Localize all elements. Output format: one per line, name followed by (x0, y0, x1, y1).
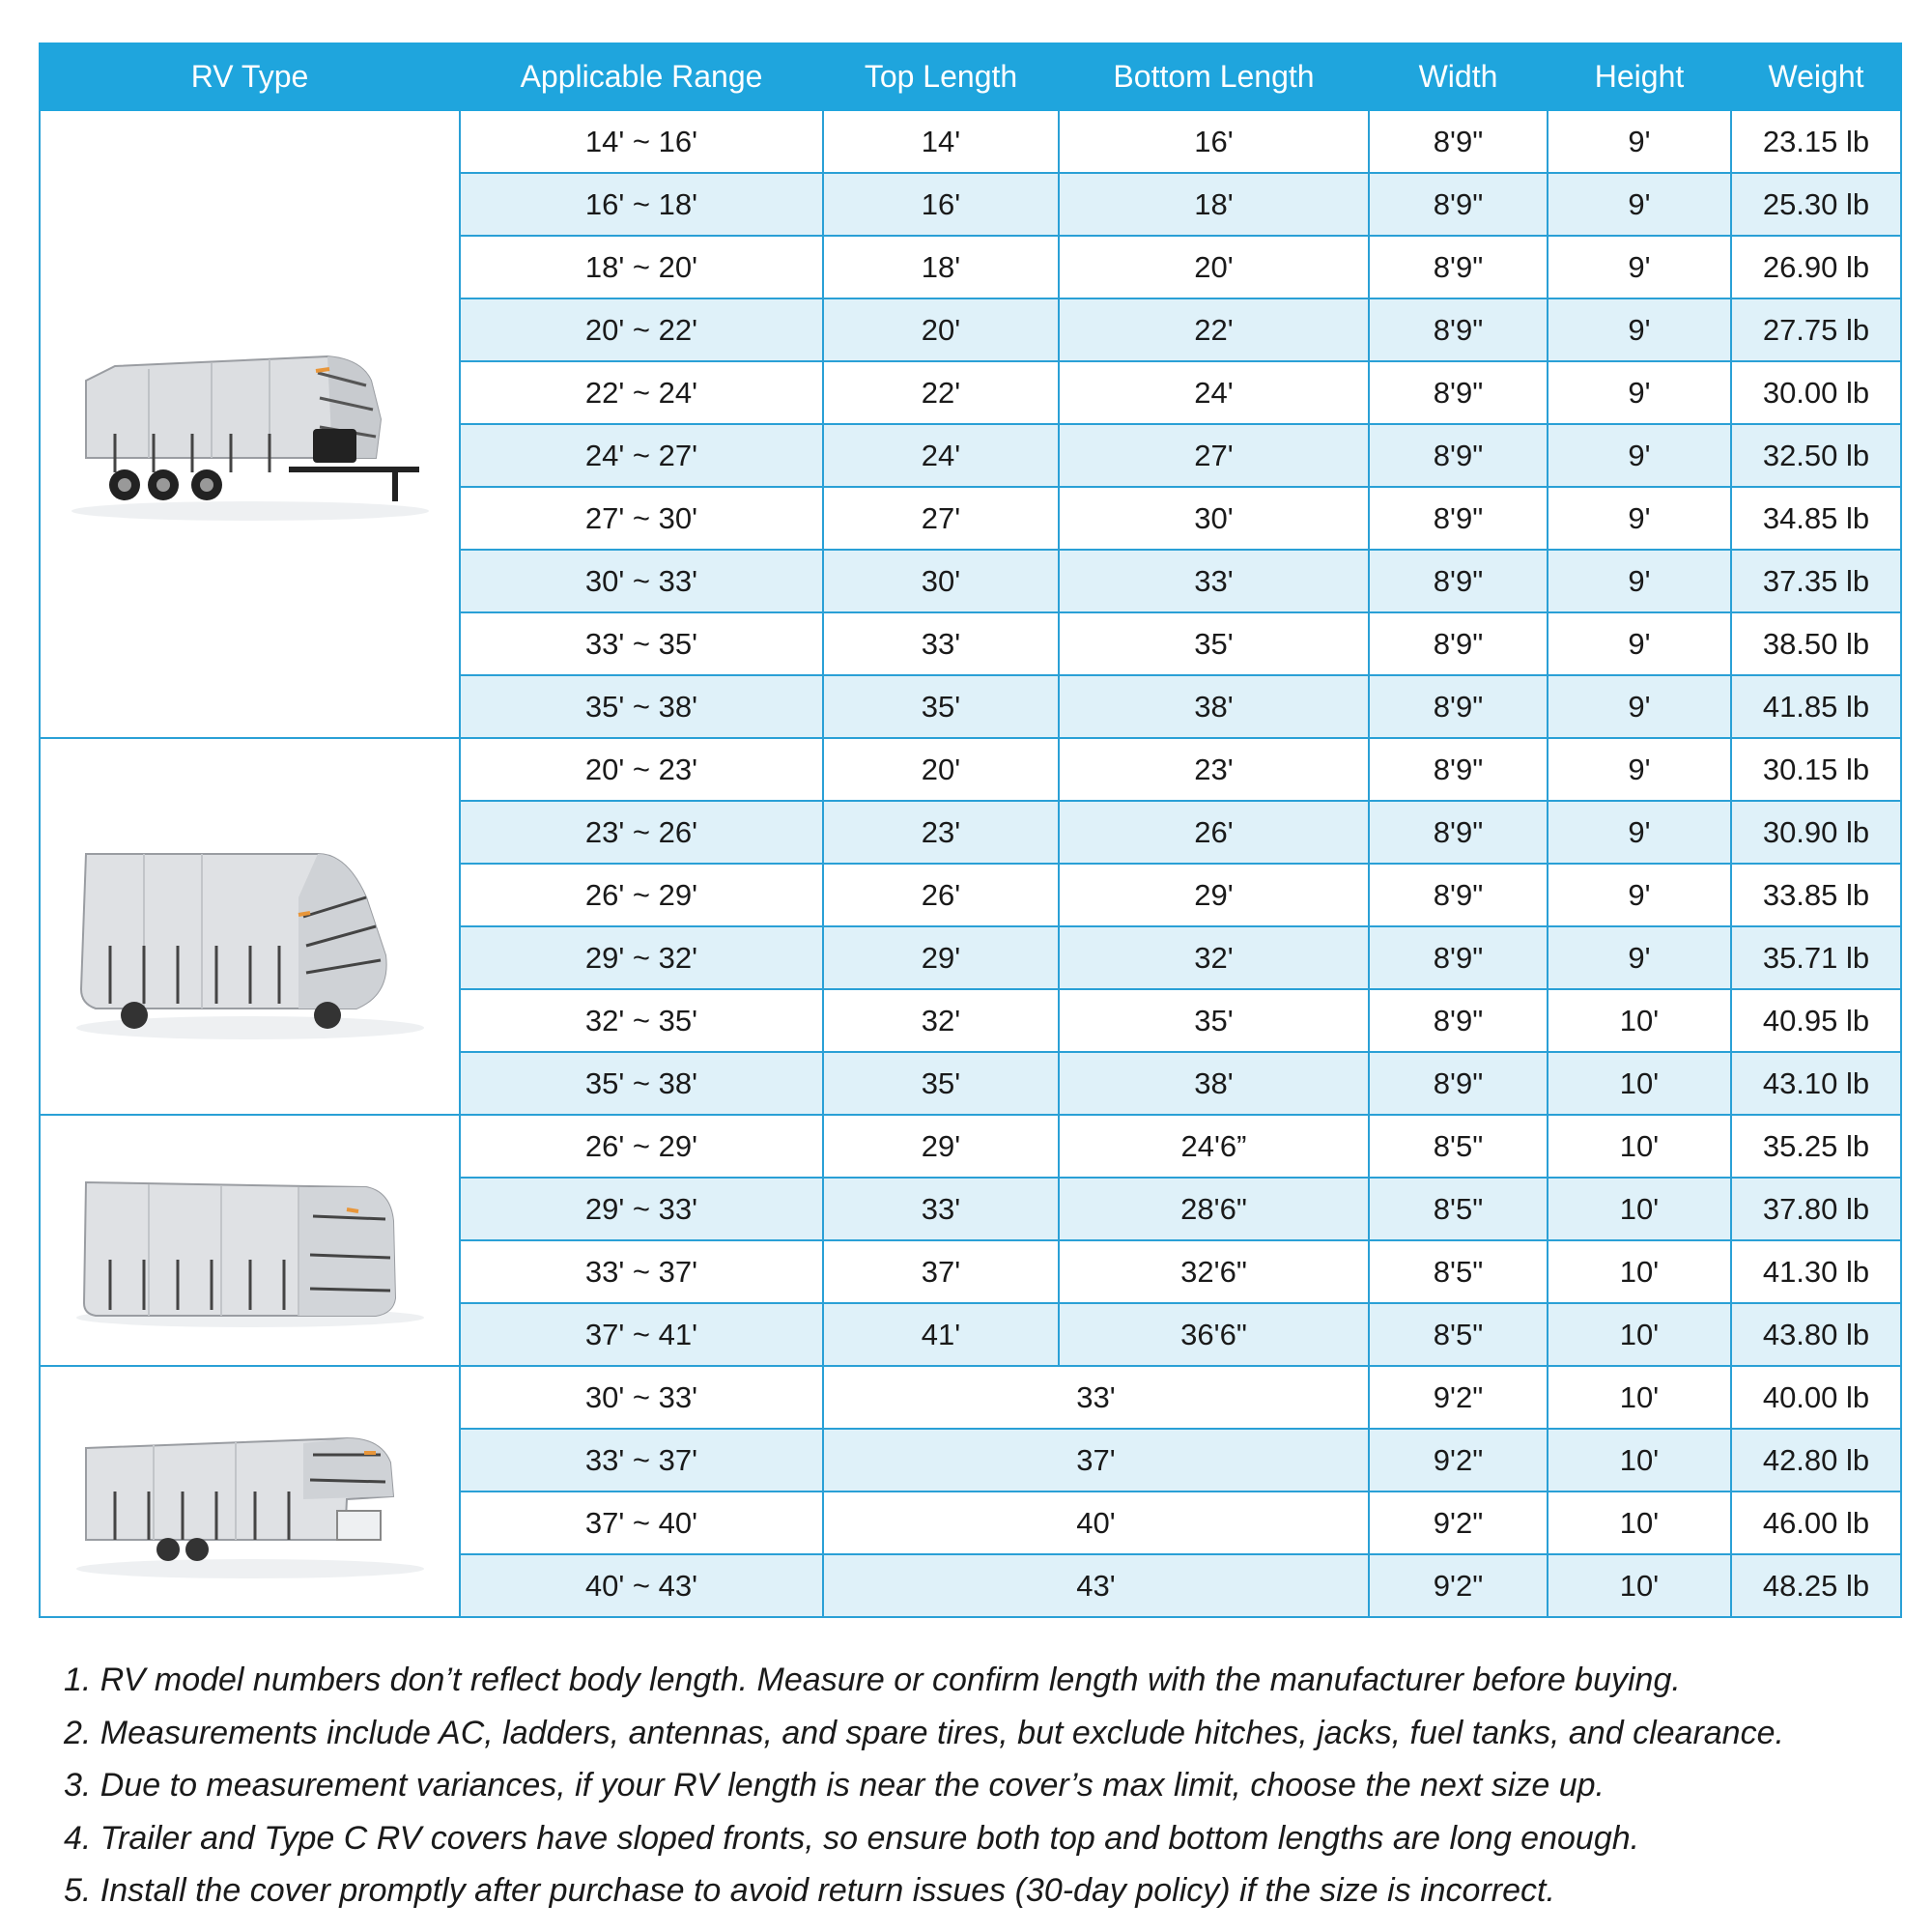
weight-cell: 41.30 lb (1731, 1240, 1901, 1303)
top-length-cell: 16' (823, 173, 1059, 236)
width-cell: 8'9" (1369, 675, 1548, 738)
fifth-wheel-cover-image (41, 1395, 459, 1588)
note-1: 1. RV model numbers don’t reflect body length. Measure or confirm length with the manufacturer before buying. (64, 1662, 1681, 1698)
rv-type-image-cell (40, 1366, 460, 1617)
height-cell: 10' (1548, 1240, 1731, 1303)
weight-cell: 33.85 lb (1731, 864, 1901, 926)
weight-cell: 46.00 lb (1731, 1492, 1901, 1554)
bottom-length-cell: 32'6" (1059, 1240, 1369, 1303)
bottom-length-cell: 26' (1059, 801, 1369, 864)
height-cell: 9' (1548, 612, 1731, 675)
width-cell: 8'5" (1369, 1240, 1548, 1303)
class-a-rv-cover-image (41, 1144, 459, 1337)
applicable-range-cell: 35' ~ 38' (460, 1052, 823, 1115)
height-cell: 10' (1548, 1303, 1731, 1366)
applicable-range-cell: 33' ~ 37' (460, 1429, 823, 1492)
applicable-range-cell: 26' ~ 29' (460, 1115, 823, 1178)
weight-cell: 48.25 lb (1731, 1554, 1901, 1617)
width-cell: 8'9" (1369, 361, 1548, 424)
note-3: 3. Due to measurement variances, if your RV length is near the cover’s max limit, choose the next size up. (64, 1767, 1605, 1804)
applicable-range-cell: 27' ~ 30' (460, 487, 823, 550)
bottom-length-cell: 36'6" (1059, 1303, 1369, 1366)
bottom-length-cell: 27' (1059, 424, 1369, 487)
top-length-cell: 32' (823, 989, 1059, 1052)
weight-cell: 40.00 lb (1731, 1366, 1901, 1429)
table-row (40, 738, 1901, 801)
bottom-length-cell: 38' (1059, 1052, 1369, 1115)
header-applicable-range: Applicable Range (460, 43, 823, 110)
length-cell: 43' (823, 1554, 1369, 1617)
height-cell: 10' (1548, 1554, 1731, 1617)
top-length-cell: 29' (823, 1115, 1059, 1178)
top-length-cell: 33' (823, 612, 1059, 675)
width-cell: 8'9" (1369, 424, 1548, 487)
weight-cell: 38.50 lb (1731, 612, 1901, 675)
applicable-range-cell: 26' ~ 29' (460, 864, 823, 926)
height-cell: 9' (1548, 864, 1731, 926)
weight-cell: 41.85 lb (1731, 675, 1901, 738)
bottom-length-cell: 35' (1059, 989, 1369, 1052)
travel-trailer-cover-image (41, 313, 459, 535)
applicable-range-cell: 14' ~ 16' (460, 110, 823, 173)
width-cell: 8'9" (1369, 487, 1548, 550)
applicable-range-cell: 35' ~ 38' (460, 675, 823, 738)
bottom-length-cell: 30' (1059, 487, 1369, 550)
bottom-length-cell: 28'6" (1059, 1178, 1369, 1240)
width-cell: 8'9" (1369, 612, 1548, 675)
height-cell: 9' (1548, 236, 1731, 298)
weight-cell: 37.80 lb (1731, 1178, 1901, 1240)
rv-type-image-cell (40, 110, 460, 738)
applicable-range-cell: 16' ~ 18' (460, 173, 823, 236)
size-chart-table (39, 43, 1902, 1618)
bottom-length-cell: 35' (1059, 612, 1369, 675)
weight-cell: 35.71 lb (1731, 926, 1901, 989)
applicable-range-cell: 40' ~ 43' (460, 1554, 823, 1617)
width-cell: 9'2" (1369, 1429, 1548, 1492)
height-cell: 9' (1548, 487, 1731, 550)
weight-cell: 43.80 lb (1731, 1303, 1901, 1366)
height-cell: 9' (1548, 424, 1731, 487)
width-cell: 8'9" (1369, 298, 1548, 361)
applicable-range-cell: 23' ~ 26' (460, 801, 823, 864)
height-cell: 9' (1548, 926, 1731, 989)
weight-cell: 40.95 lb (1731, 989, 1901, 1052)
bottom-length-cell: 24'6” (1059, 1115, 1369, 1178)
weight-cell: 37.35 lb (1731, 550, 1901, 612)
applicable-range-cell: 32' ~ 35' (460, 989, 823, 1052)
height-cell: 10' (1548, 1429, 1731, 1492)
height-cell: 10' (1548, 989, 1731, 1052)
header-width: Width (1369, 43, 1548, 110)
note-2: 2. Measurements include AC, ladders, antennas, and spare tires, but exclude hitches, jacks, fuel tanks, and clearance. (64, 1714, 1784, 1751)
top-length-cell: 14' (823, 110, 1059, 173)
width-cell: 8'9" (1369, 110, 1548, 173)
length-cell: 33' (823, 1366, 1369, 1429)
rv-type-image-cell (40, 738, 460, 1115)
top-length-cell: 35' (823, 1052, 1059, 1115)
applicable-range-cell: 30' ~ 33' (460, 550, 823, 612)
note-5: 5. Install the cover promptly after purchase to avoid return issues (30-day policy) if the size is incorrect. (64, 1872, 1555, 1909)
header-weight: Weight (1731, 43, 1901, 110)
width-cell: 8'9" (1369, 236, 1548, 298)
height-cell: 9' (1548, 801, 1731, 864)
length-cell: 37' (823, 1429, 1369, 1492)
height-cell: 9' (1548, 675, 1731, 738)
bottom-length-cell: 18' (1059, 173, 1369, 236)
weight-cell: 30.15 lb (1731, 738, 1901, 801)
top-length-cell: 22' (823, 361, 1059, 424)
weight-cell: 27.75 lb (1731, 298, 1901, 361)
header-height: Height (1548, 43, 1731, 110)
width-cell: 9'2" (1369, 1492, 1548, 1554)
applicable-range-cell: 20' ~ 23' (460, 738, 823, 801)
top-length-cell: 26' (823, 864, 1059, 926)
applicable-range-cell: 33' ~ 37' (460, 1240, 823, 1303)
bottom-length-cell: 23' (1059, 738, 1369, 801)
width-cell: 8'5" (1369, 1178, 1548, 1240)
width-cell: 8'9" (1369, 864, 1548, 926)
width-cell: 8'9" (1369, 550, 1548, 612)
bottom-length-cell: 29' (1059, 864, 1369, 926)
applicable-range-cell: 37' ~ 40' (460, 1492, 823, 1554)
top-length-cell: 23' (823, 801, 1059, 864)
height-cell: 9' (1548, 361, 1731, 424)
weight-cell: 43.10 lb (1731, 1052, 1901, 1115)
top-length-cell: 37' (823, 1240, 1059, 1303)
width-cell: 8'9" (1369, 1052, 1548, 1115)
note-4: 4. Trailer and Type C RV covers have sloped fronts, so ensure both top and bottom lengths are long enough. (64, 1819, 1640, 1857)
height-cell: 9' (1548, 298, 1731, 361)
width-cell: 9'2" (1369, 1366, 1548, 1429)
width-cell: 8'9" (1369, 173, 1548, 236)
width-cell: 8'5" (1369, 1303, 1548, 1366)
width-cell: 8'9" (1369, 738, 1548, 801)
height-cell: 10' (1548, 1366, 1731, 1429)
class-c-rv-cover-image (41, 801, 459, 1052)
bottom-length-cell: 22' (1059, 298, 1369, 361)
bottom-length-cell: 33' (1059, 550, 1369, 612)
width-cell: 8'9" (1369, 926, 1548, 989)
applicable-range-cell: 29' ~ 33' (460, 1178, 823, 1240)
table-row (40, 1115, 1901, 1178)
applicable-range-cell: 22' ~ 24' (460, 361, 823, 424)
bottom-length-cell: 32' (1059, 926, 1369, 989)
height-cell: 10' (1548, 1492, 1731, 1554)
top-length-cell: 33' (823, 1178, 1059, 1240)
weight-cell: 42.80 lb (1731, 1429, 1901, 1492)
weight-cell: 23.15 lb (1731, 110, 1901, 173)
height-cell: 10' (1548, 1052, 1731, 1115)
weight-cell: 26.90 lb (1731, 236, 1901, 298)
top-length-cell: 27' (823, 487, 1059, 550)
weight-cell: 30.00 lb (1731, 361, 1901, 424)
width-cell: 8'9" (1369, 989, 1548, 1052)
width-cell: 8'9" (1369, 801, 1548, 864)
applicable-range-cell: 18' ~ 20' (460, 236, 823, 298)
height-cell: 9' (1548, 550, 1731, 612)
height-cell: 9' (1548, 173, 1731, 236)
header-rv-type: RV Type (40, 43, 460, 110)
applicable-range-cell: 37' ~ 41' (460, 1303, 823, 1366)
top-length-cell: 18' (823, 236, 1059, 298)
table-header-row (40, 43, 1901, 110)
top-length-cell: 20' (823, 298, 1059, 361)
top-length-cell: 29' (823, 926, 1059, 989)
top-length-cell: 41' (823, 1303, 1059, 1366)
top-length-cell: 35' (823, 675, 1059, 738)
applicable-range-cell: 20' ~ 22' (460, 298, 823, 361)
applicable-range-cell: 24' ~ 27' (460, 424, 823, 487)
applicable-range-cell: 30' ~ 33' (460, 1366, 823, 1429)
bottom-length-cell: 38' (1059, 675, 1369, 738)
bottom-length-cell: 24' (1059, 361, 1369, 424)
height-cell: 10' (1548, 1115, 1731, 1178)
top-length-cell: 24' (823, 424, 1059, 487)
header-bottom-length: Bottom Length (1059, 43, 1369, 110)
top-length-cell: 20' (823, 738, 1059, 801)
weight-cell: 25.30 lb (1731, 173, 1901, 236)
bottom-length-cell: 16' (1059, 110, 1369, 173)
weight-cell: 30.90 lb (1731, 801, 1901, 864)
top-length-cell: 30' (823, 550, 1059, 612)
rv-type-image-cell (40, 1115, 460, 1366)
table-row (40, 110, 1901, 173)
width-cell: 9'2" (1369, 1554, 1548, 1617)
weight-cell: 32.50 lb (1731, 424, 1901, 487)
length-cell: 40' (823, 1492, 1369, 1554)
bottom-length-cell: 20' (1059, 236, 1369, 298)
header-top-length: Top Length (823, 43, 1059, 110)
notes-list (64, 1654, 1899, 1918)
height-cell: 10' (1548, 1178, 1731, 1240)
height-cell: 9' (1548, 110, 1731, 173)
table-row (40, 1366, 1901, 1429)
applicable-range-cell: 33' ~ 35' (460, 612, 823, 675)
width-cell: 8'5" (1369, 1115, 1548, 1178)
weight-cell: 35.25 lb (1731, 1115, 1901, 1178)
weight-cell: 34.85 lb (1731, 487, 1901, 550)
applicable-range-cell: 29' ~ 32' (460, 926, 823, 989)
height-cell: 9' (1548, 738, 1731, 801)
